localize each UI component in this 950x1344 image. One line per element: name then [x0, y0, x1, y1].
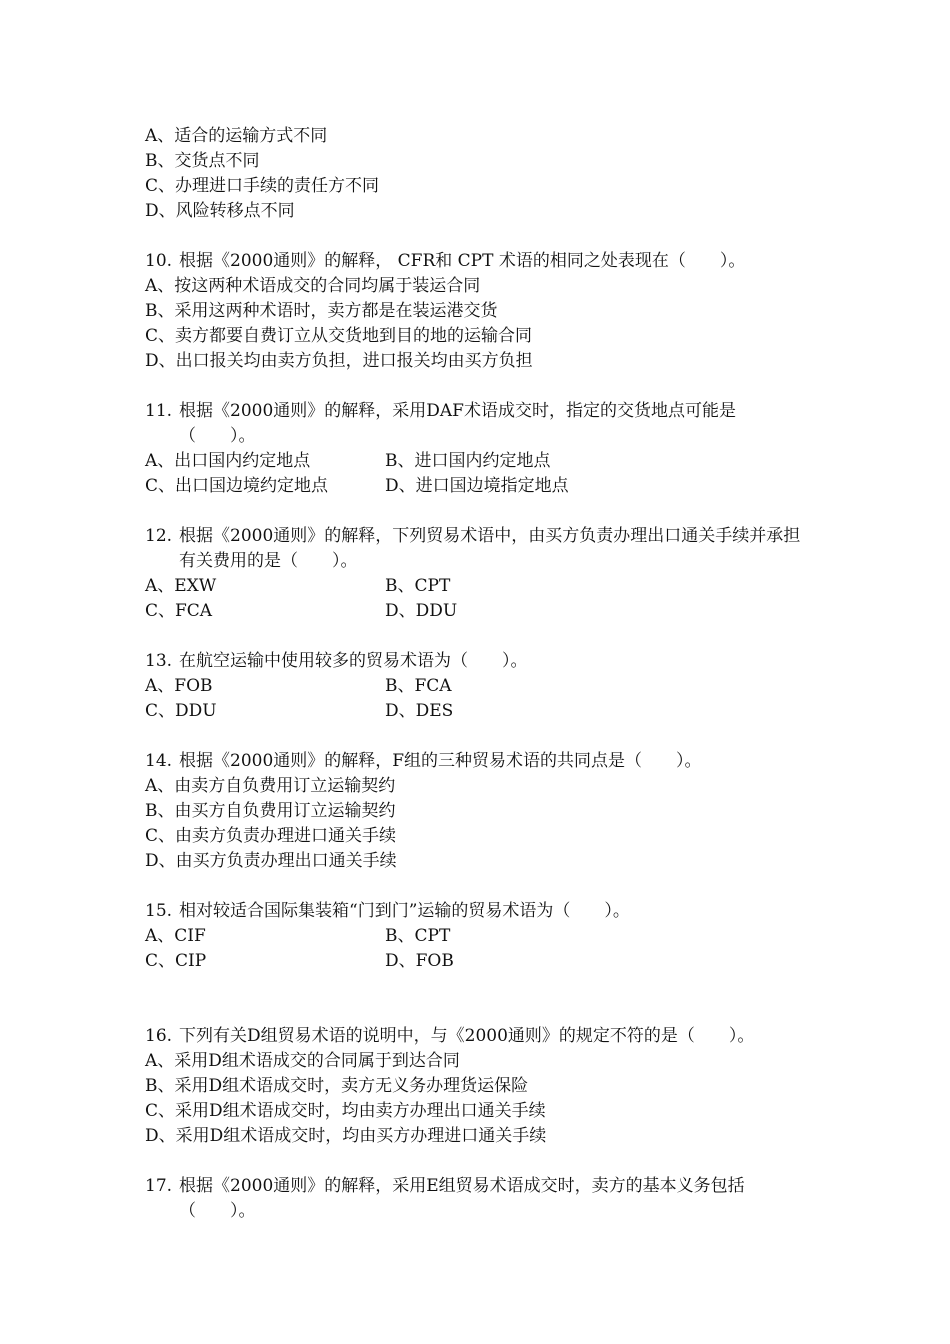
spacer [145, 974, 810, 1024]
q14-title [145, 749, 810, 774]
q13-text: 在航空运输中使用较多的贸易术语为（ ）。 [179, 651, 528, 671]
q12-options-row-2 [145, 599, 810, 624]
q10-option-c: C、卖方都要自费订立从交货地到目的地的运输合同 [145, 326, 533, 346]
q11-number: 11. [145, 401, 173, 421]
q9-option-a: A、适合的运输方式不同 [145, 126, 328, 146]
q17-title [145, 1174, 810, 1224]
spacer [145, 499, 810, 524]
q16-option-c: C、采用D组术语成交时，均由卖方办理出口通关手续 [145, 1101, 546, 1121]
q9-option-d: D、风险转移点不同 [145, 201, 295, 221]
q12-text: 根据《2000通则》的解释，下列贸易术语中，由买方负责办理出口通关手续并承担有关费用的是（ ）。 [179, 526, 801, 571]
q12-option-d: D、DDU [385, 601, 458, 621]
q10-number: 10. [145, 251, 173, 271]
q9-option-b: B、交货点不同 [145, 151, 260, 171]
spacer [145, 724, 810, 749]
q15-option-c: C、CIP [145, 951, 207, 971]
q11-options-row-2 [145, 474, 810, 499]
q15-text: 相对较适合国际集装箱“门到门”运输的贸易术语为（ ）。 [179, 901, 630, 921]
q13-option-b: B、FCA [385, 676, 452, 696]
q12-option-b: B、CPT [385, 576, 451, 596]
q13-option-d: D、DES [385, 701, 454, 721]
q14-option-c: C、由卖方负责办理进口通关手续 [145, 826, 397, 846]
q12-number: 12. [145, 526, 173, 546]
spacer [145, 224, 810, 249]
q15-title [145, 899, 810, 924]
q14-text: 根据《2000通则》的解释，F组的三种贸易术语的共同点是（ ）。 [179, 751, 702, 771]
q13-options-row-1 [145, 674, 810, 699]
q14-option-d: D、由买方负责办理出口通关手续 [145, 851, 397, 871]
q10-title [145, 249, 810, 274]
q15-option-b: B、CPT [385, 926, 451, 946]
q12-options-row-1 [145, 574, 810, 599]
q11-option-c: C、出口国边境约定地点 [145, 476, 329, 496]
q16-option-b: B、采用D组术语成交时，卖方无义务办理货运保险 [145, 1076, 529, 1096]
q12-title [145, 524, 810, 574]
q13-options-row-2 [145, 699, 810, 724]
q10-option-d: D、出口报关均由卖方负担，进口报关均由买方负担 [145, 351, 533, 371]
q11-option-b: B、进口国内约定地点 [385, 451, 551, 471]
q14-option-a: A、由卖方自负费用订立运输契约 [145, 776, 396, 796]
q10-option-a: A、按这两种术语成交的合同均属于装运合同 [145, 276, 481, 296]
q15-options-row-1 [145, 924, 810, 949]
q11-option-a: A、出口国内约定地点 [145, 451, 311, 471]
spacer [145, 624, 810, 649]
q15-option-a: A、CIF [145, 926, 206, 946]
q13-number: 13. [145, 651, 173, 671]
q15-option-d: D、FOB [385, 951, 454, 971]
q13-option-c: C、DDU [145, 701, 217, 721]
q14-option-b: B、由买方自负费用订立运输契约 [145, 801, 396, 821]
q13-title [145, 649, 810, 674]
q11-title [145, 399, 810, 449]
q11-option-d: D、进口国边境指定地点 [385, 476, 569, 496]
q17-number: 17. [145, 1176, 173, 1196]
q12-option-c: C、FCA [145, 601, 213, 621]
spacer [145, 874, 810, 899]
q14-number: 14. [145, 751, 173, 771]
q17-text: 根据《2000通则》的解释，采用E组贸易术语成交时，卖方的基本义务包括（ ）。 [179, 1176, 745, 1221]
q10-text: 根据《2000通则》的解释， CFR和 CPT 术语的相同之处表现在（ ）。 [179, 251, 746, 271]
q10-option-b: B、采用这两种术语时，卖方都是在装运港交货 [145, 301, 498, 321]
q15-number: 15. [145, 901, 173, 921]
q11-text: 根据《2000通则》的解释，采用DAF术语成交时，指定的交货地点可能是（ ）。 [179, 401, 736, 446]
q13-option-a: A、FOB [145, 676, 213, 696]
q16-title [145, 1024, 810, 1049]
q16-option-a: A、采用D组术语成交的合同属于到达合同 [145, 1051, 460, 1071]
q15-options-row-2 [145, 949, 810, 974]
q16-option-d: D、采用D组术语成交时，均由买方办理进口通关手续 [145, 1126, 547, 1146]
spacer [145, 1149, 810, 1174]
q11-options-row-1 [145, 449, 810, 474]
spacer [145, 374, 810, 399]
q12-option-a: A、EXW [145, 576, 217, 596]
q9-option-c: C、办理进口手续的责任方不同 [145, 176, 380, 196]
q16-text: 下列有关D组贸易术语的说明中，与《2000通则》的规定不符的是（ ）。 [179, 1026, 755, 1046]
q16-number: 16. [145, 1026, 173, 1046]
question-list [145, 124, 810, 1224]
